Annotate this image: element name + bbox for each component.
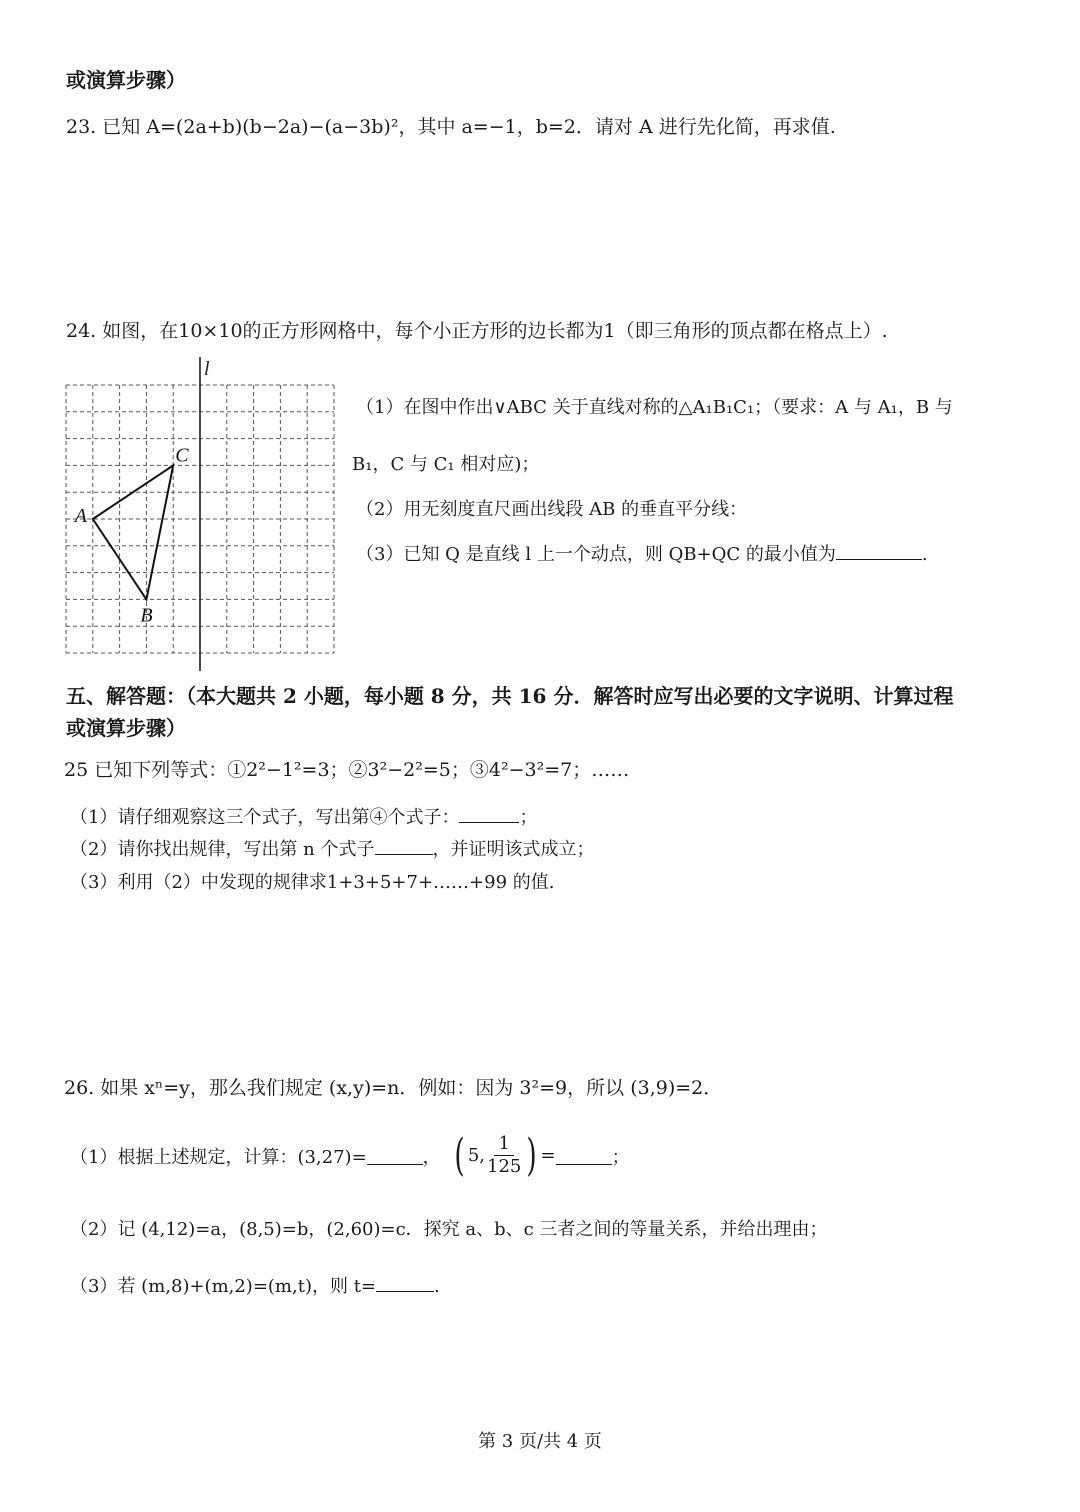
question-24-part-1-line-1: （1）在图中作出∨ABC 关于直线对称的△A₁B₁C₁；（要求：A 与 A₁，B 与 <box>356 397 953 418</box>
question-24-part-1-line-2: B₁，C 与 C₁ 相对应)； <box>352 454 540 475</box>
question-26-part-1-eq: = <box>540 1145 556 1166</box>
fraction-pair-lead: 5, <box>467 1145 486 1166</box>
fraction-numerator: 1 <box>494 1133 513 1156</box>
question-26-part-1-end: ； <box>611 1146 630 1168</box>
question-25-part-2 <box>70 835 595 861</box>
question-24-part-3 <box>356 540 928 566</box>
question-26-stem: 26. 如果 xⁿ=y，那么我们规定 (x,y)=n．例如：因为 3²=9，所以 (3,9)=2． <box>64 1077 723 1099</box>
question-24-part-2: （2）用无刻度直尺画出线段 AB 的垂直平分线： <box>356 499 748 520</box>
line-l-label: l <box>204 358 210 380</box>
question-25-stem: 25 已知下列等式：①2²−1²=3；②3²−2²=5；③4²−3²=7；…… <box>64 759 630 781</box>
answer-blank <box>367 1146 423 1165</box>
section-5-heading-line-2: 或演算步骤） <box>66 716 186 740</box>
answer-blank <box>556 1146 612 1165</box>
triangle-abc <box>93 465 173 599</box>
question-25-part-3: （3）利用（2）中发现的规律求1+3+5+7+……+99 的值. <box>70 872 555 893</box>
left-paren: ( <box>454 1129 465 1181</box>
answer-blank <box>376 1273 434 1292</box>
grid-figure <box>56 355 346 675</box>
question-26-part-1-text: （1）根据上述规定，计算：(3,27)= <box>70 1146 367 1168</box>
answer-blank <box>375 836 433 855</box>
section-heading-tail: 或演算步骤） <box>66 68 186 92</box>
question-24-stem: 24. 如图，在10×10的正方形网格中，每个小正方形的边长都为1（即三角形的顶点都在格点上）. <box>66 320 888 342</box>
vertex-b-label: B <box>140 604 153 627</box>
question-26-part-1 <box>70 1129 630 1181</box>
question-26-part-3-end: . <box>434 1276 440 1297</box>
question-24-part-3-text: （3）已知 Q 是直线 l 上一个动点，则 QB+QC 的最小值为 <box>356 544 836 565</box>
question-26-part-1-sep: ， <box>422 1146 441 1168</box>
question-25-part-2-text: （2）请你找出规律，写出第 n 个式子 <box>70 839 375 860</box>
question-25-part-1-end: ； <box>519 807 538 828</box>
answer-blank <box>836 541 922 560</box>
question-26-part-3-text: （3）若 (m,8)+(m,2)=(m,t)，则 t= <box>70 1276 377 1297</box>
fraction-denominator: 125 <box>487 1156 522 1177</box>
answer-blank <box>459 804 519 823</box>
question-23: 23. 已知 A=(2a+b)(b−2a)−(a−3b)²，其中 a=−1，b=2．请对 A 进行先化简，再求值. <box>66 116 836 138</box>
fraction-pair <box>451 1129 541 1181</box>
vertex-a-label: A <box>74 505 88 527</box>
question-25-part-2-end: ，并证明该式成立； <box>432 839 595 860</box>
right-paren: ) <box>526 1129 538 1181</box>
question-26-part-3 <box>70 1272 440 1298</box>
question-25-part-1 <box>70 803 537 829</box>
fraction <box>487 1133 521 1178</box>
page-footer: 第 3 页/共 4 页 <box>478 1431 602 1452</box>
question-25-part-1-text: （1）请仔细观察这三个式子，写出第④个式子： <box>70 807 460 828</box>
section-5-heading-line-1: 五、解答题：（本大题共 2 小题，每小题 8 分，共 16 分．解答时应写出必要的文字说明、计算过程 <box>66 684 954 708</box>
vertex-c-label: C <box>175 444 189 467</box>
question-26-part-2: （2）记 (4,12)=a，(8,5)=b，(2,60)=c．探究 a、b、c 三者之间的等量关系，并给出理由； <box>70 1219 828 1240</box>
question-24-part-3-end: . <box>921 544 928 565</box>
